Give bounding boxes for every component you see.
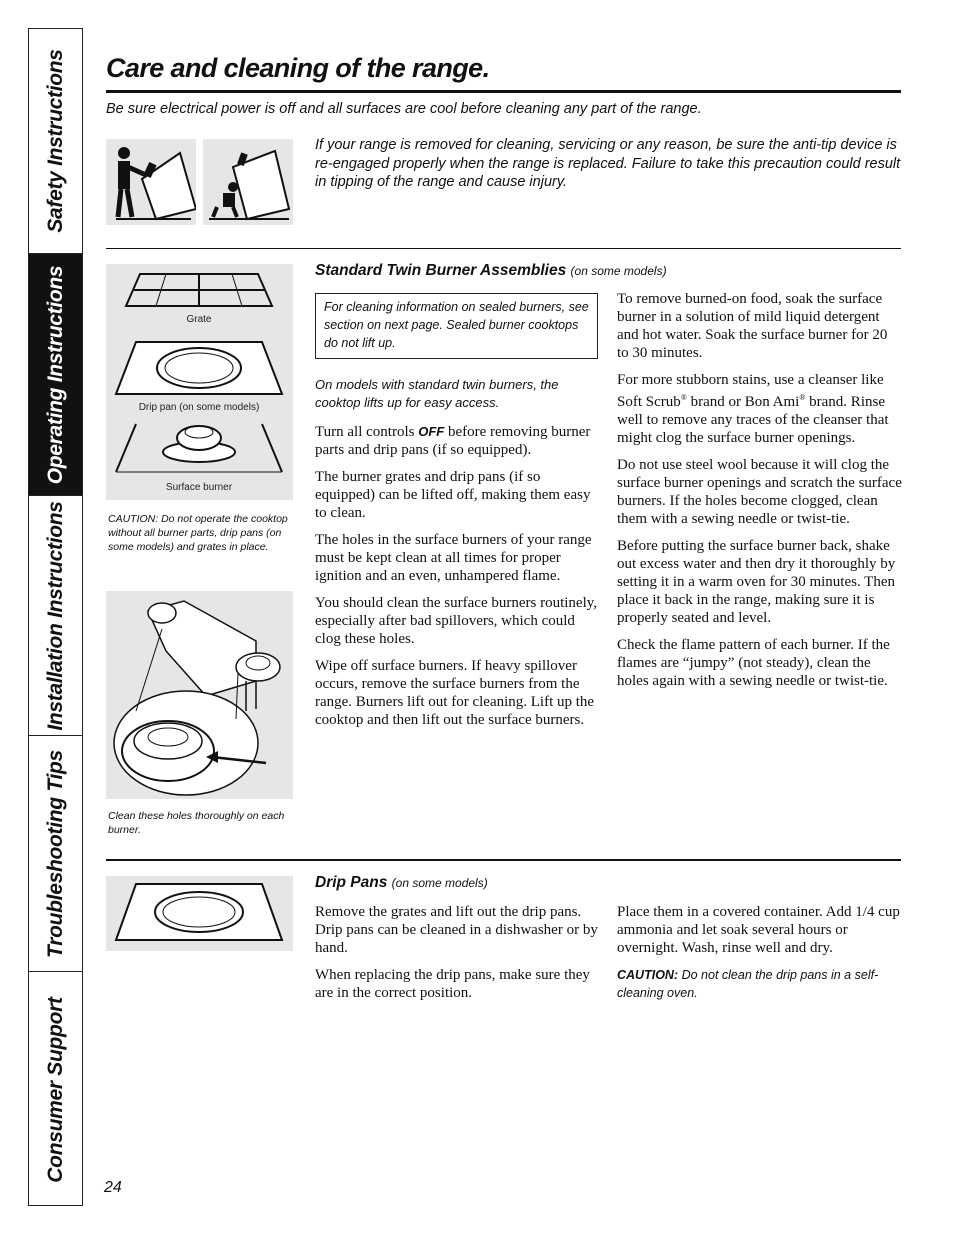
section-divider — [106, 248, 901, 249]
page-title: Care and cleaning of the range. — [106, 53, 490, 83]
text: For more stubborn stains, use a cleanser like Soft Scrub — [617, 372, 884, 410]
tab-operating-instructions[interactable] — [29, 254, 82, 496]
paragraph: When replacing the drip pans, make sure they are in the correct position. — [315, 967, 590, 1001]
caution-label: CAUTION: — [617, 968, 679, 982]
section-divider — [106, 859, 901, 861]
tab-label: Troubleshooting Tips — [43, 749, 67, 958]
person-tipping-range-icon — [106, 139, 196, 225]
anti-tip-illustration-adult — [106, 139, 196, 225]
paragraph: You should clean the surface burners routinely, especially after bad spillovers, which could clog these holes. — [315, 595, 598, 647]
paragraph: Remove the grates and lift out the drip pans. Drip pans can be cleaned in a dishwasher or by hand. — [315, 904, 598, 956]
page-number: 24 — [104, 1179, 122, 1196]
tab-installation-instructions[interactable] — [29, 496, 82, 736]
drip-pan-figure — [106, 876, 293, 951]
tab-troubleshooting-tips[interactable] — [29, 736, 82, 972]
tab-label: Installation Instructions — [43, 500, 67, 731]
paragraph: Check the flame pattern of each burner. If the flames are “jumpy” (not steady), clean the holes again with a sewing needle or twist-tie. — [617, 637, 890, 689]
burner-holes-figure — [106, 591, 293, 799]
text: before removing burner parts and drip pans (if so equipped). — [315, 424, 591, 458]
holes-caption: Clean these holes thoroughly on each burner. — [108, 810, 285, 836]
page-subtitle: Be sure electrical power is off and all surfaces are cool before cleaning any part of the range. — [106, 101, 702, 117]
tab-consumer-support[interactable] — [29, 972, 82, 1207]
registered-mark: ® — [799, 393, 806, 402]
burner-assembly-icon — [114, 601, 280, 795]
twin-burner-column-1 — [315, 423, 603, 738]
drip-pan-icon — [116, 342, 282, 394]
registered-mark: ® — [680, 393, 687, 402]
surface-burner-icon — [116, 424, 282, 472]
burner-parts-figure — [106, 264, 293, 500]
anti-tip-warning: If your range is removed for cleaning, servicing or any reason, be sure the anti-tip device is re-engaged properly when the range is replaced. Failure to take this precaution could result in tipping of the range and cause injury. — [315, 137, 901, 190]
paragraph: Do not use steel wool because it will clog the surface burner openings and scratch the surface burners. If the holes become clogged, clean them with a sewing needle or twist-tie. — [617, 457, 902, 527]
grate-icon — [126, 274, 272, 306]
drip-pan-icon — [106, 876, 293, 951]
heading-note: (on some models) — [570, 264, 667, 278]
tab-label: Consumer Support — [43, 996, 67, 1183]
drip-pans-heading — [315, 874, 488, 892]
heading-text: Standard Twin Burner Assemblies — [315, 262, 567, 279]
exploded-burner-diagram — [106, 264, 293, 500]
tab-label: Operating Instructions — [43, 265, 67, 484]
caution-caption: CAUTION: Do not operate the cooktop without all burner parts, drip pans (on some models) and grates in place. — [108, 513, 288, 553]
paragraph — [617, 371, 902, 447]
paragraph: The holes in the surface burners of your range must be kept clean at all times for proper ignition and an even, unhampered flame. — [315, 532, 592, 584]
heading-text: Drip Pans — [315, 874, 388, 891]
off-keyword: OFF — [418, 424, 445, 439]
paragraph: Wipe off surface burners. If heavy spillover occurs, remove the surface burners from the range. Burners lift out for cleaning. Lift up the cooktop and then lift out the surface burners. — [315, 658, 595, 728]
drip-pans-column-1 — [315, 903, 600, 1011]
drip-pan-label: Drip pan (on some models) — [138, 402, 260, 413]
side-tab-bar — [28, 28, 83, 1206]
surface-burner-label: Surface burner — [165, 482, 233, 493]
paragraph: The burner grates and drip pans (if so equipped) can be lifted off, making them easy to clean. — [315, 469, 591, 521]
anti-tip-illustration-child — [203, 139, 293, 225]
text: Turn all controls — [315, 424, 419, 440]
heading-note: (on some models) — [391, 876, 488, 890]
twin-burner-column-2 — [617, 290, 902, 699]
paragraph: Place them in a covered container. Add 1/4 cup ammonia and let soak several hours or overnight. Wash, rinse well and dry. — [617, 904, 900, 956]
grate-label: Grate — [186, 314, 212, 325]
cooktop-lift-note: On models with standard twin burners, the cooktop lifts up for easy access. — [315, 377, 559, 410]
paragraph: To remove burned-on food, soak the surface burner in a solution of mild liquid detergent and hot water. Soak the surface burner for 20 to 30 minutes. — [617, 291, 888, 361]
tab-safety-instructions[interactable] — [29, 29, 82, 254]
paragraph — [315, 423, 603, 459]
twin-burner-heading — [315, 262, 667, 280]
sealed-burner-note: For cleaning information on sealed burners, see section on next page. Sealed burner cooktops do not lift up. — [315, 293, 598, 359]
text: brand or Bon Ami — [686, 394, 800, 410]
child-tipping-range-icon — [203, 139, 293, 225]
drip-pan-caution — [617, 966, 905, 1002]
paragraph: Before putting the surface burner back, shake out excess water and then dry it thoroughly by setting it in a warm oven for 30 minutes. Then place it back in the range, making sure it is properly seated and level. — [617, 538, 896, 626]
title-rule — [106, 90, 901, 93]
text: brand. Rinse well to remove any traces of the cleanser that might clog the surface burner openings. — [617, 394, 889, 446]
burner-holes-diagram — [106, 591, 293, 799]
drip-pans-column-2 — [617, 903, 905, 1002]
tab-label: Safety Instructions — [43, 49, 67, 233]
caution-text: Do not clean the drip pans in a self-cleaning oven. — [617, 968, 879, 1000]
